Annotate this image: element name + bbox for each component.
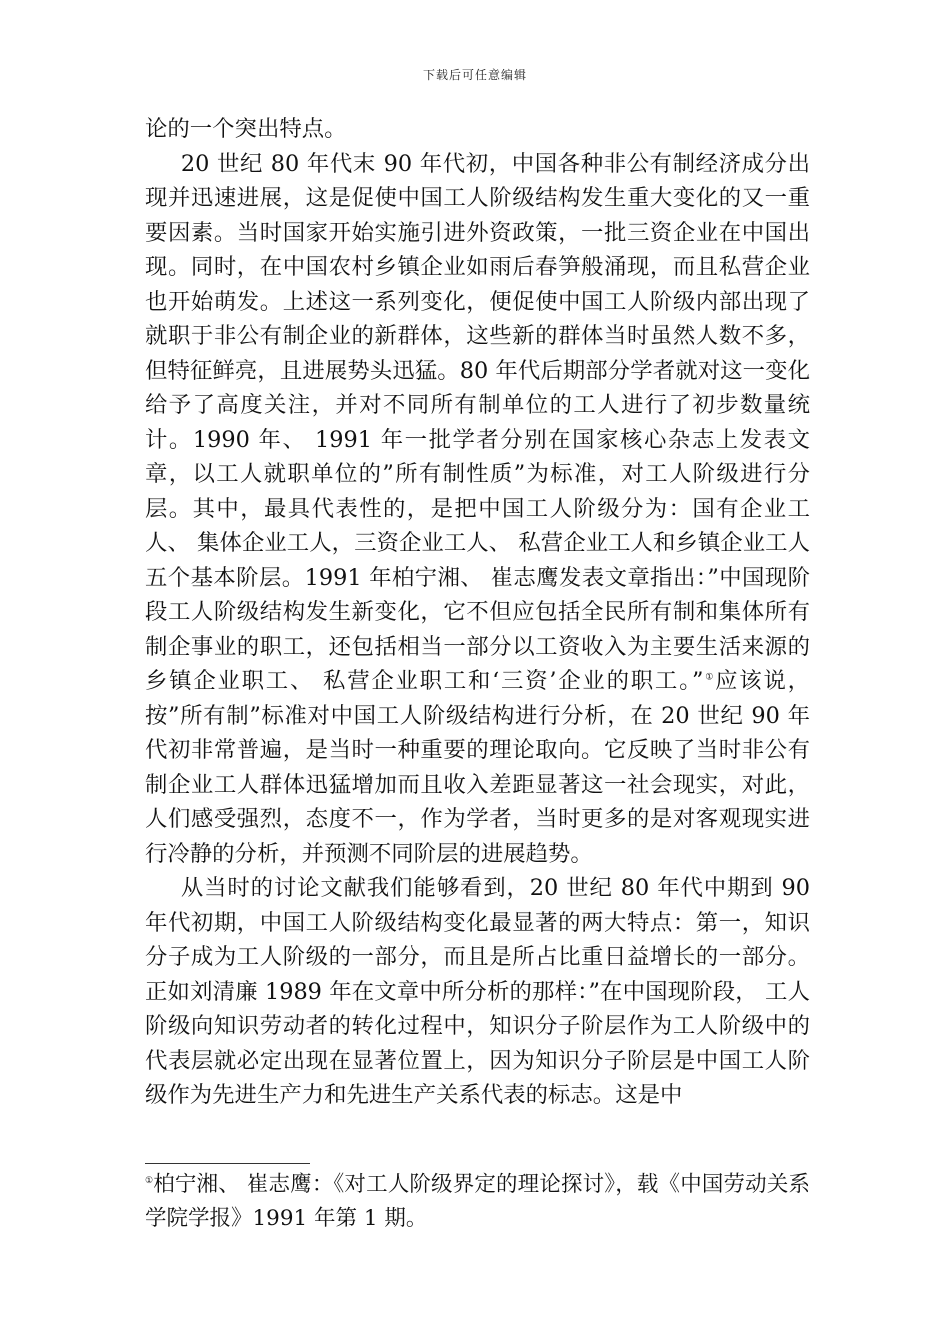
paragraph-text: 应该说，按”所有制”标准对中国工人阶级结构进行分析，在 20 世纪 90 年代初非常普遍，是当时一种重要的理论取向。它反映了当时非公有制企业工人群体迅猛增加而且收入差距显著这一社会现实，对此，人们感受强烈，态度不一，作为学者，当时更多的是对客观现实进行冷静的分析，并预测不同阶层的进展趋势。 (145, 668, 811, 867)
footnote-text: 柏宁湘、 崔志鹰：《对工人阶级界定的理论探讨》，载《中国劳动关系学院学报》1991 年第 1 期。 (145, 1172, 810, 1231)
paragraph-continuation: 论的一个突出特点。 (145, 116, 347, 142)
page-header: 下载后可任意编辑 (422, 68, 527, 82)
paragraph-text: 20 世纪 80 年代末 90 年代初，中国各种非公有制经济成分出现并迅速进展，这是促使中国工人阶级结构发生重大变化的又一重要因素。当时国家开始实施引进外资政策，一批三资企业在中国出现。同时，在中国农村乡镇企业如雨后春笋般涌现，而且私营企业也开始萌发。上述这一系列变化，便促使中国工人阶级内部出现了就职于非公有制企业的新群体，这些新的群体当时虽然人数不多，但特征鲜亮，且进展势头迅猛。80 年代后期部分学者就对这一变化给予了高度关注，并对不同所有制单位的工人进行了初步数量统计。1990 年、 1991 年一批学者分别在国家核心杂志上发表文章，以工人就职单位的”所有制性质”为标准，对工人阶级进行分层。其中，最具代表性的，是把中国工人阶级分为：国有企业工人、 集体企业工人，三资企业工人、 私营企业工人和乡镇企业工人五个基本阶层。1991 年柏宁湘、 崔志鹰发表文章指出：”中国现阶段工人阶级结构发生新变化，它不但应包括全民所有制和集体所有制企事业的职工，还包括相当一部分以工资收入为主要生活来源的乡镇企业职工、 私营企业职工和‘三资’企业的职工。” (145, 150, 810, 694)
footnote (145, 1168, 810, 1236)
paragraph-ownership-structure (145, 147, 810, 872)
body-text (145, 112, 810, 1113)
paragraph-intellectuals: 从当时的讨论文献我们能够看到，20 世纪 80 年代中期到 90 年代初期，中国工人阶级结构变化最显著的两大特点：第一，知识分子成为工人阶级的一部分，而且是所占比重日益增长的一部分。正如刘清廉 1989 年在文章中所分析的那样：”在中国现阶段， 工人阶级向知识劳动者的转化过程中，知识分子阶层作为工人阶级中的代表层就必定出现在显著位置上，因为知识分子阶层是中国工人阶级作为先进生产力和先进生产关系代表的标志。这是中 (145, 875, 810, 1108)
footnote-marker: ① (145, 1175, 154, 1186)
footnote-reference[interactable]: ① (703, 672, 716, 683)
footnote-divider (145, 1163, 310, 1164)
